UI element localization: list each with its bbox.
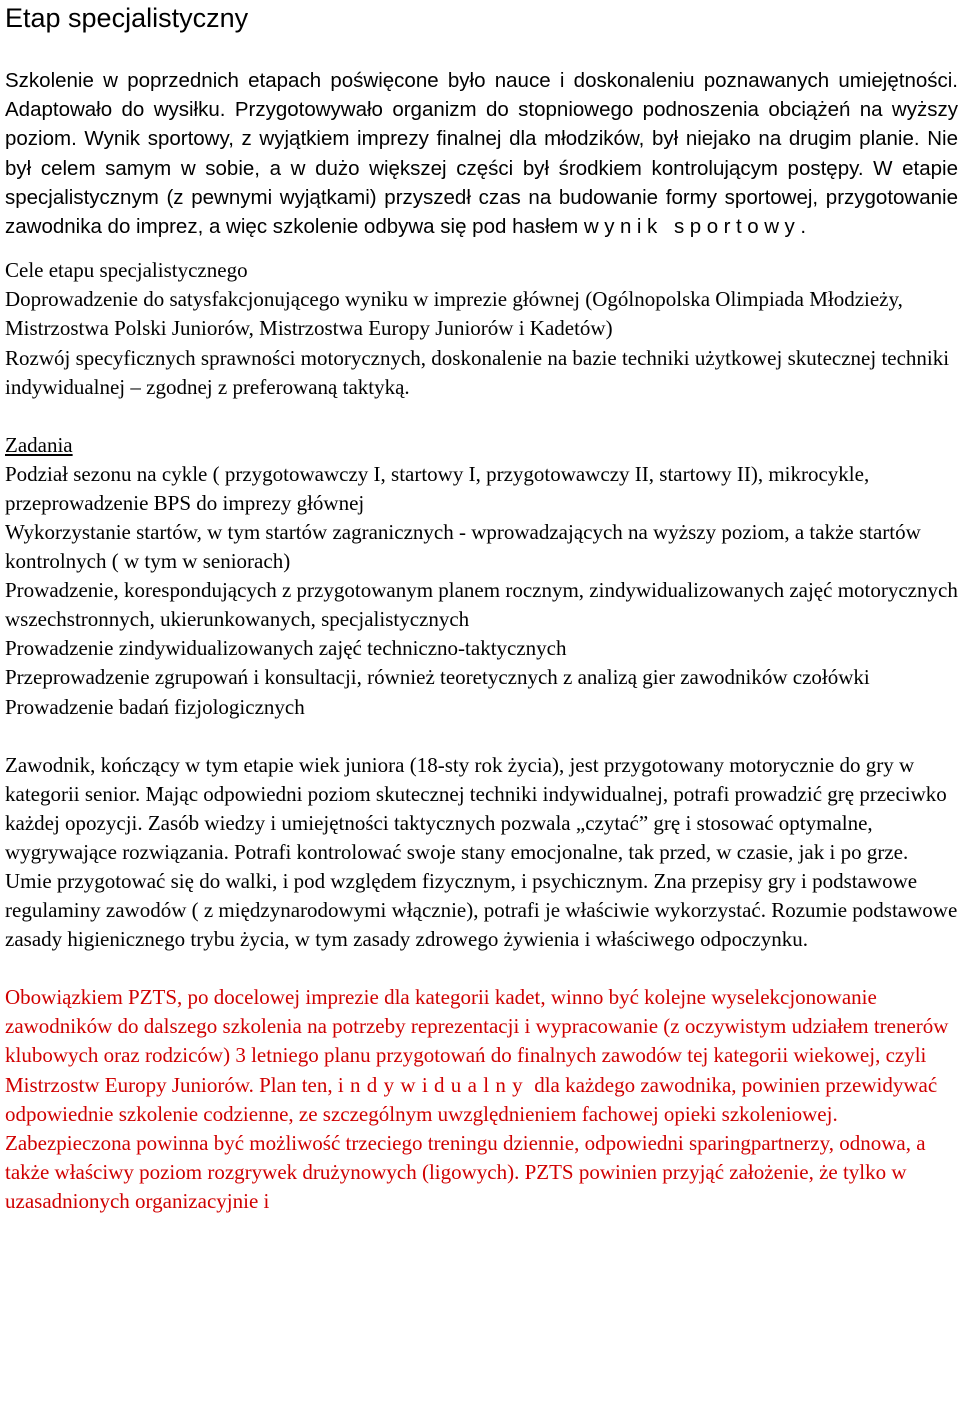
task-item: Prowadzenie zindywidualizowanych zajęć techniczno-taktycznych — [5, 636, 567, 661]
page-title: Etap specjalistyczny — [5, 3, 249, 33]
pzts-emphasis: indywidualny — [337, 1072, 529, 1097]
pzts-text-end: dla każdego zawodnika, powinien przewidywać odpowiednie szkolenie codzienne, ze szczególnym uwzględnieniem fachowej opieki szkoleniowej. Zabezpieczona powinna być możliwość trzeciego treningu dziennie, odpowiedni sparingpartnerzy, odnowa, a także właściwy poziom rozgrywek drużynowych (ligowych). PZTS powinien przyjąć założenie, że tylko w uzasadnionych organizacyjnie i — [5, 1072, 938, 1213]
intro-paragraph — [5, 66, 958, 241]
task-item: Wykorzystanie startów, w tym startów zagranicznych - wprowadzających na wyższy poziom, a także startów kontrolnych ( w tym w seniorach) — [5, 519, 921, 574]
task-item: Prowadzenie, korespondujących z przygotowanym planem rocznym, zindywidualizowanych zajęć motorycznych wszechstronnych, ukierunkowanych, specjalistycznych — [5, 578, 958, 632]
goal-item: Doprowadzenie do satysfakcjonującego wyniku w imprezie głównej (Ogólnopolska Olimpiada Młodzieży, Mistrzostwa Polski Juniorów, Mistrzostwa Europy Juniorów i Kadetów) — [5, 287, 903, 341]
goals-heading: Cele etapu specjalistycznego — [5, 258, 248, 283]
pzts-text: Obowiązkiem PZTS, po docelowej imprezie dla kategorii kadet, winno być kolejne wyselekcjonowanie zawodników do dalszego szkolenia na potrzeby reprezentacji i wypracowanie (z oczywistym udziałem trenerów klubowych oraz rodziców) 3 letniego planu przygotowań do finalnych zawodów tej kategorii wiekowej, czyli Mistrzostw Europy Juniorów. Plan ten, — [5, 985, 949, 1097]
goals-section — [5, 256, 958, 401]
athlete-paragraph: Zawodnik, kończący w tym etapie wiek juniora (18-sty rok życia), jest przygotowany motorycznie do gry w kategorii senior. Mając odpowiedni poziom skutecznej techniki indywidualnej, potrafi prowadzić grę przeciwko każdej opozycji. Zasób wiedzy i umiejętności taktycznych pozwala „czytać” grę i stosować optymalne, wygrywające rozwiązania. Potrafi kontrolować swoje stany emocjonalne, tak przed, w czasie, jak i po grze. Umie przygotować się do walki, i pod względem fizycznym, i psychicznym. Zna przepisy gry i podstawowe regulaminy zawodów ( z międzynarodowymi włącznie), potrafi je właściwie wykorzystać. Rozumie podstawowe zasady higienicznego trybu życia, w tym zasady zdrowego żywienia i właściwego odpoczynku. — [5, 752, 958, 952]
task-item: Przeprowadzenie zgrupowań i konsultacji, również teoretycznych z analizą gier zawodników czołówki — [5, 665, 870, 690]
task-item: Prowadzenie badań fizjologicznych — [5, 694, 305, 719]
intro-text-end: . — [800, 215, 807, 239]
intro-emphasis: wynik sportowy — [583, 215, 801, 239]
document-page — [5, 0, 958, 1216]
tasks-heading: Zadania — [5, 432, 73, 457]
pzts-paragraph — [5, 983, 958, 1216]
task-item: Podział sezonu na cykle ( przygotowawczy I, startowy I, przygotowawczy II, startowy II), mikrocykle, przeprowadzenie BPS do imprezy głównej — [5, 461, 870, 515]
tasks-section — [5, 431, 958, 722]
goal-item: Rozwój specyficznych sprawności motorycznych, doskonalenie na bazie techniki użytkowej skutecznej techniki indywidualnej – zgodnej z preferowaną taktyką. — [5, 345, 950, 399]
intro-text: Szkolenie w poprzednich etapach poświęcone było nauce i doskonaleniu poznawanych umiejętności. Adaptowało do wysiłku. Przygotowywało organizm do stopniowego podnoszenia obciążeń na wyższy poziom. Wynik sportowy, z wyjątkiem imprezy finalnej dla młodzików, był niejako na drugim planie. Nie był celem samym w sobie, a w dużo większej części był środkiem kontrolującym postępy. W etapie specjalistycznym (z pewnymi wyjątkami) przyszedł czas na budowanie formy sportowej, przygotowanie zawodnika do imprez, a więc szkolenie odbywa się pod hasłem — [5, 69, 958, 239]
